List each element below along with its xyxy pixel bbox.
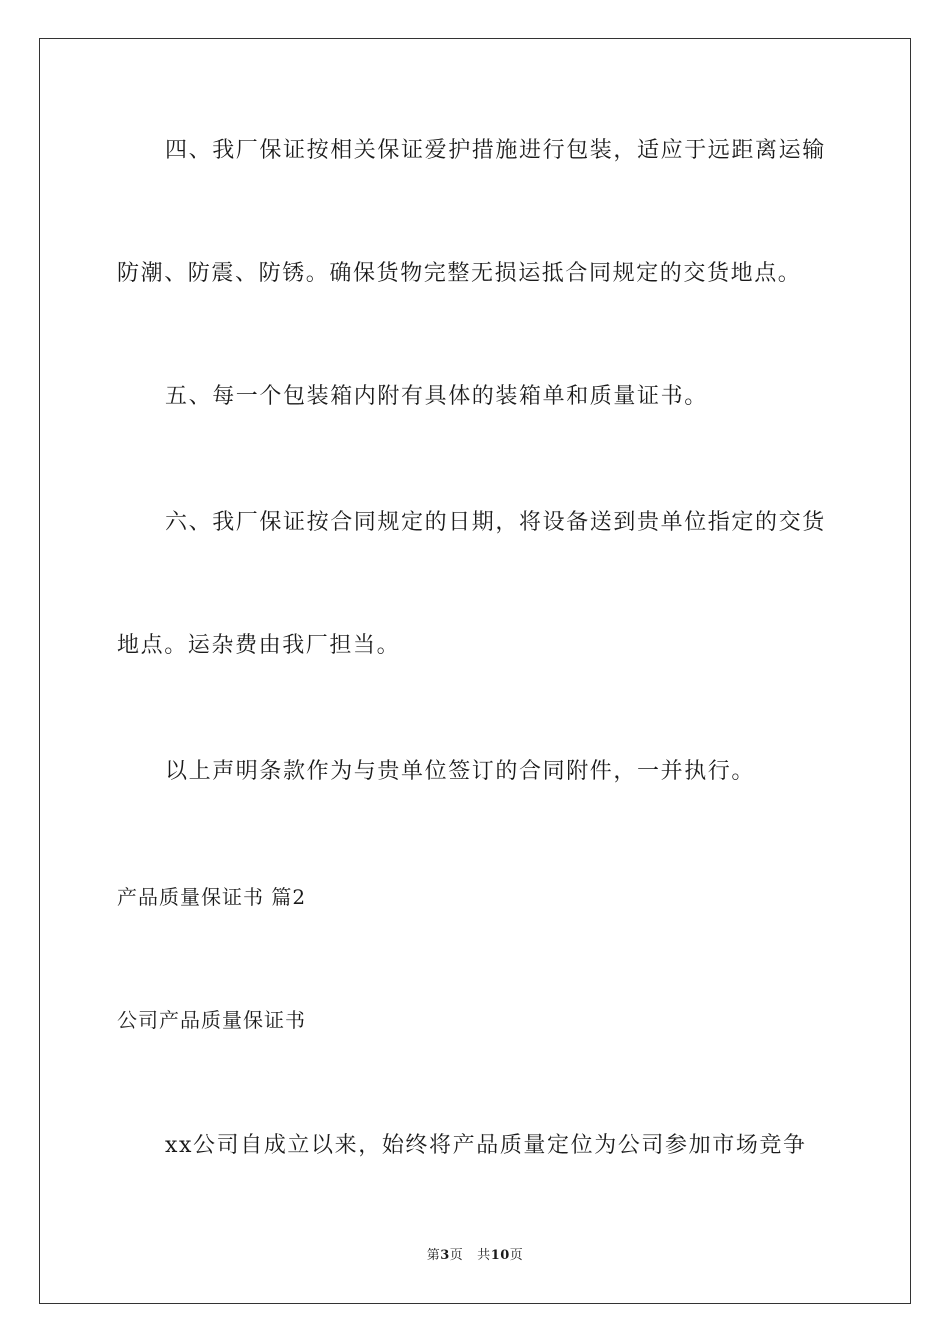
paragraph-4-line-2: 防潮、防震、防锈。确保货物完整无损运抵合同规定的交货地点。 xyxy=(117,261,802,286)
paragraph-4-line-1: 四、我厂保证按相关保证爱护措施进行包装，适应于远距离运输 xyxy=(165,138,826,163)
footer-prefix: 第 xyxy=(426,1248,441,1263)
intro-paragraph-line-1: xx公司自成立以来，始终将产品质量定位为公司参加市场竞争 xyxy=(165,1133,807,1158)
footer-current-page: 3 xyxy=(440,1248,450,1263)
closing-paragraph: 以上声明条款作为与贵单位签订的合同附件，一并执行。 xyxy=(165,759,756,784)
paragraph-6-line-1: 六、我厂保证按合同规定的日期，将设备送到贵单位指定的交货 xyxy=(165,510,826,535)
page-footer xyxy=(0,1247,950,1265)
document-title: 公司产品质量保证书 xyxy=(117,1008,306,1032)
footer-page-suffix: 页 xyxy=(449,1248,464,1263)
paragraph-5: 五、每一个包装箱内附有具体的装箱单和质量证书。 xyxy=(165,384,708,409)
section-heading: 产品质量保证书 篇2 xyxy=(117,885,307,909)
footer-total-suffix: 页 xyxy=(509,1248,524,1263)
page-border xyxy=(39,38,911,1304)
paragraph-6-line-2: 地点。运杂费由我厂担当。 xyxy=(117,633,401,658)
footer-total-prefix: 共 xyxy=(477,1248,491,1263)
footer-total-pages: 10 xyxy=(490,1248,510,1263)
